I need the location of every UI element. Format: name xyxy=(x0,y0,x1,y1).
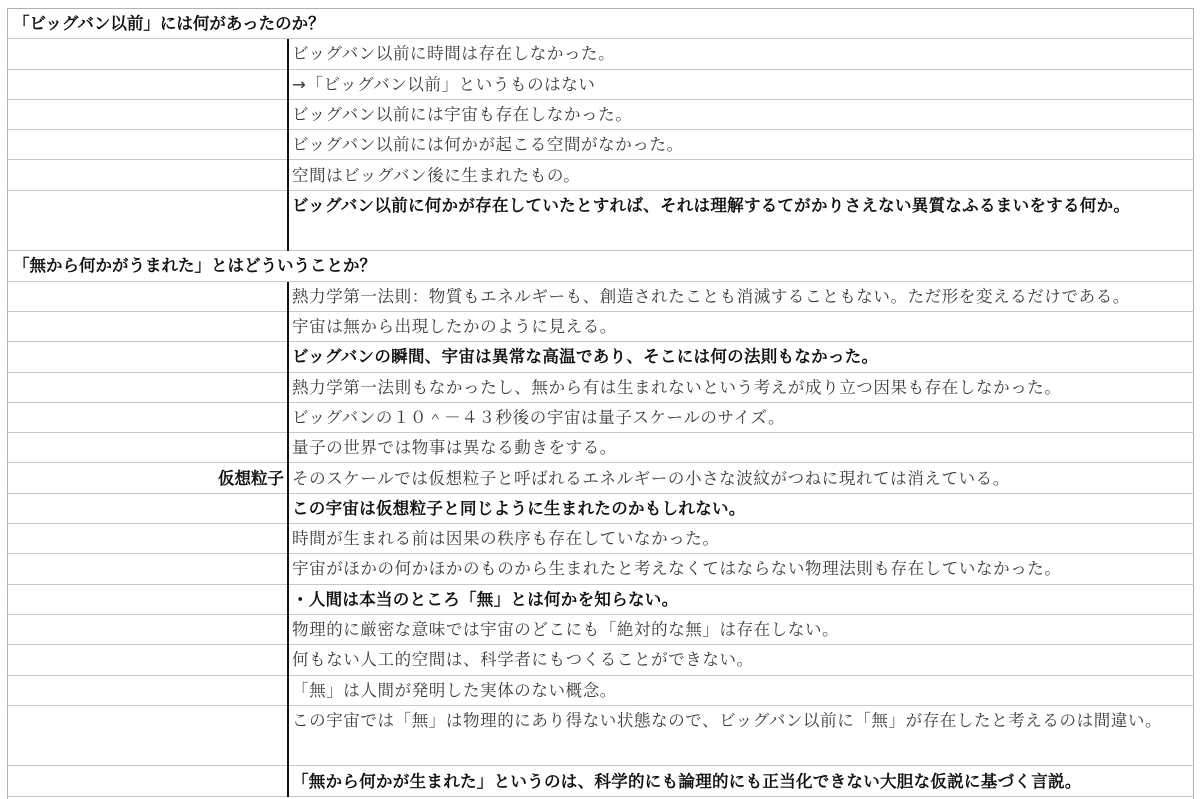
table-row[interactable] xyxy=(7,191,1194,252)
note-text: 熱力学第一法則：物質もエネルギーも、創造されたことも消滅することもない。ただ形を変えるだけである。 xyxy=(292,286,1130,306)
text-cell[interactable] xyxy=(288,130,1194,159)
table-row[interactable] xyxy=(7,433,1194,463)
label-cell[interactable] xyxy=(7,191,286,251)
table-row[interactable] xyxy=(7,130,1194,160)
text-cell[interactable] xyxy=(288,433,1194,462)
note-text: 時間が生まれる前は因果の秩序も存在していなかった。 xyxy=(292,529,720,549)
text-cell[interactable] xyxy=(288,282,1194,311)
note-text: ビッグバンの１０＾－４３秒後の宇宙は量子スケールのサイズ。 xyxy=(292,407,786,427)
label-cell[interactable] xyxy=(7,342,286,371)
emphasized-note-text: ・人間は本当のところ「無」とは何かを知らない。 xyxy=(292,589,679,609)
text-cell[interactable] xyxy=(288,615,1194,644)
table-row[interactable] xyxy=(7,312,1194,342)
table-row[interactable] xyxy=(7,615,1194,645)
text-cell[interactable] xyxy=(288,554,1194,583)
text-cell[interactable] xyxy=(288,403,1194,432)
label-cell[interactable] xyxy=(7,100,286,129)
note-text: →「ビッグバン以前」というものはない xyxy=(292,74,596,94)
text-cell[interactable] xyxy=(288,100,1194,129)
text-cell[interactable] xyxy=(288,373,1194,402)
text-cell[interactable] xyxy=(288,676,1194,705)
label-cell[interactable] xyxy=(7,494,286,523)
label-cell[interactable] xyxy=(7,767,286,796)
label-cell[interactable] xyxy=(7,403,286,432)
label-cell[interactable] xyxy=(7,373,286,402)
label-cell[interactable] xyxy=(7,161,286,190)
note-text: 物理的に厳密な意味では宇宙のどこにも「絶対的な無」は存在しない。 xyxy=(292,620,840,639)
emphasized-note-text: 「無から何かが生まれた」というのは、科学的にも論理的にも正当化できない大胆な仮説に基づく言説。 xyxy=(292,771,1082,791)
section-title: 「ビッグバン以前」には何があったのか？ xyxy=(13,14,325,33)
text-cell[interactable] xyxy=(288,645,1194,674)
label-cell[interactable] xyxy=(7,676,286,705)
note-text: 「無」は人間が発明した実体のない概念。 xyxy=(292,680,617,700)
table-row[interactable] xyxy=(7,767,1194,797)
text-cell[interactable] xyxy=(288,524,1194,553)
emphasized-note-text: この宇宙は仮想粒子と同じように生まれたのかもしれない。 xyxy=(292,498,746,518)
label-cell[interactable] xyxy=(7,130,286,159)
table-row[interactable] xyxy=(7,464,1194,494)
table-row[interactable] xyxy=(7,524,1194,554)
text-cell[interactable] xyxy=(288,161,1194,190)
table-row[interactable] xyxy=(7,645,1194,675)
label-cell[interactable] xyxy=(7,464,286,493)
label-cell[interactable] xyxy=(7,585,286,614)
table-row[interactable] xyxy=(7,403,1194,433)
emphasized-note-text: ビッグバン以前に何かが存在していたとすれば、それは理解するてがかりさえない異質なふるまいをする何か。 xyxy=(292,195,1131,215)
label-cell[interactable] xyxy=(7,706,286,766)
note-text: そのスケールでは仮想粒子と呼ばれるエネルギーの小さな波紋がつねに現れては消えている。 xyxy=(292,468,1010,488)
table-row[interactable] xyxy=(7,342,1194,372)
label-cell[interactable] xyxy=(7,433,286,462)
table-row[interactable] xyxy=(7,494,1194,524)
column-divider xyxy=(287,39,289,251)
table-row[interactable] xyxy=(7,373,1194,403)
emphasized-note-text: ビッグバンの瞬間、宇宙は異常な高温であり、そこには何の法則もなかった。 xyxy=(292,347,879,367)
text-cell[interactable] xyxy=(288,767,1194,796)
note-text: ビッグバン以前には何かが起こる空間がなかった。 xyxy=(292,135,684,155)
label-cell[interactable] xyxy=(7,524,286,553)
note-text: 空間はビッグバン後に生まれたもの。 xyxy=(292,165,581,185)
text-cell[interactable] xyxy=(288,39,1194,68)
table-row[interactable] xyxy=(7,39,1194,69)
note-text: ビッグバン以前には宇宙も存在しなかった。 xyxy=(292,104,633,124)
note-text: 何もない人工的空間は、科学者にもつくることができない。 xyxy=(292,650,754,670)
note-text: 宇宙がほかの何かほかのものから生まれたと考えなくてはならない物理法則も存在していなかった。 xyxy=(292,559,1062,579)
table-row[interactable] xyxy=(7,554,1194,584)
note-text: ビッグバン以前に時間は存在しなかった。 xyxy=(292,44,616,64)
label-cell[interactable] xyxy=(7,312,286,341)
table-row[interactable] xyxy=(7,585,1194,615)
text-cell[interactable] xyxy=(288,585,1194,614)
note-text: 熱力学第一法則もなかったし、無から有は生まれないという考えが成り立つ因果も存在しなかった。 xyxy=(292,377,1062,397)
label-cell[interactable] xyxy=(7,645,286,674)
text-cell[interactable] xyxy=(288,70,1194,99)
label-cell[interactable] xyxy=(7,615,286,644)
table-row[interactable] xyxy=(7,706,1194,767)
label-cell[interactable] xyxy=(7,554,286,583)
table-row[interactable] xyxy=(7,676,1194,706)
text-cell[interactable] xyxy=(288,706,1194,766)
section-header-row xyxy=(7,251,1194,281)
note-text: 量子の世界では物事は異なる動きをする。 xyxy=(292,438,617,458)
section-title: 「無から何かがうまれた」とはどういうことか？ xyxy=(13,256,376,276)
table-row[interactable] xyxy=(7,161,1194,191)
note-text: 宇宙は無から出現したかのように見える。 xyxy=(292,317,617,336)
label-cell[interactable] xyxy=(7,282,286,311)
column-divider xyxy=(287,282,289,797)
text-cell[interactable] xyxy=(288,464,1194,493)
section-header-row xyxy=(7,9,1194,39)
text-cell[interactable] xyxy=(288,342,1194,371)
table-row[interactable] xyxy=(7,100,1194,130)
text-cell[interactable] xyxy=(288,191,1194,251)
text-cell[interactable] xyxy=(288,312,1194,341)
note-text: この宇宙では「無」は物理的にあり得ない状態なので、ビッグバン以前に「無」が存在したと考えるのは間違い。 xyxy=(292,710,1163,730)
text-cell[interactable] xyxy=(288,494,1194,523)
label-cell[interactable] xyxy=(7,70,286,99)
row-label: 仮想粒子 xyxy=(218,468,284,488)
table-row[interactable] xyxy=(7,70,1194,100)
label-cell[interactable] xyxy=(7,39,286,68)
table-row[interactable] xyxy=(7,282,1194,312)
